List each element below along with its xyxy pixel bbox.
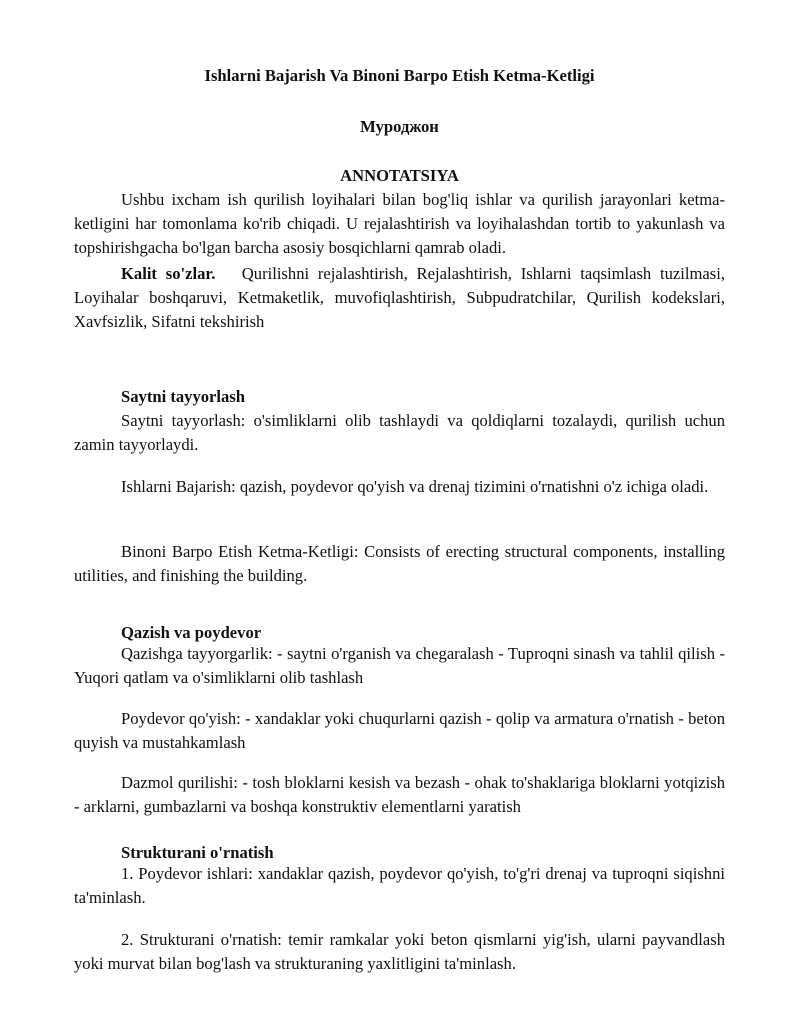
author-name: Муроджон xyxy=(360,117,439,136)
section-paragraph: Saytni tayyorlash: o'simliklarni olib tashlaydi va qoldiqlarni tozalaydi, qurilish uchun zamin tayyorlaydi. xyxy=(74,411,725,454)
section-paragraph: 1. Poydevor ishlari: xandaklar qazish, poydevor qo'yish, to'g'ri drenaj va tuproqni siqishni ta'minlash. xyxy=(74,864,725,907)
section-paragraph: Poydevor qo'yish: - xandaklar yoki chuqurlarni qazish - qolip va armatura o'rnatish - beton quyish va mustahkamlash xyxy=(74,709,725,752)
section-paragraph: Binoni Barpo Etish Ketma-Ketligi: Consists of erecting structural components, installing utilities, and finishing the building. xyxy=(74,542,725,585)
keywords-paragraph xyxy=(74,262,725,334)
section-paragraph: 2. Strukturani o'rnatish: temir ramkalar yoki beton qismlarni yig'ish, ularni payvandlash yoki murvat bilan bog'lash va strukturaning yaxlitligini ta'minlash. xyxy=(74,930,725,973)
section-paragraph: Qazishga tayyorgarlik: - saytni o'rganish va chegaralash - Tuproqni sinash va tahlil qilish - Yuqori qatlam va o'simliklarni olib tashlash xyxy=(74,644,725,687)
abstract-paragraph: Ushbu ixcham ish qurilish loyihalari bilan bog'liq ishlar va qurilish jarayonlari ketma-ketligini har tomonlama ko'rib chiqadi. U rejalashtirish va loyihalashdan tortib to yakunlash va topshirishgacha bo'lgan barcha asosiy bosqichlarni qamrab oladi. xyxy=(74,190,725,257)
section-heading: Qazish va poydevor xyxy=(121,623,262,642)
document-title: Ishlarni Bajarish Va Binoni Barpo Etish Ketma-Ketligi xyxy=(204,66,595,85)
section-heading: Strukturani o'rnatish xyxy=(121,843,274,862)
section-paragraph: Ishlarni Bajarish: qazish, poydevor qo'yish va drenaj tizimini o'rnatishni o'z ichiga oladi. xyxy=(121,477,709,496)
section-paragraph: Dazmol qurilishi: - tosh bloklarni kesish va bezash - ohak to'shaklariga bloklarni yotqizish - arklarni, gumbazlarni va boshqa konstruktiv elementlarni yaratish xyxy=(74,773,725,816)
keywords-label: Kalit so'zlar. xyxy=(121,264,216,283)
section-heading: Saytni tayyorlash xyxy=(121,387,246,406)
abstract-heading: ANNOTATSIYA xyxy=(340,166,459,185)
keywords-text: Qurilishni rejalashtirish, Rejalashtirish, Ishlarni taqsimlash tuzilmasi, Loyihalar boshqaruvi, Ketmaketlik, muvofiqlashtirish, Subpudratchilar, Qurilish kodekslari, Xavfsizlik, Sifatni tekshirish xyxy=(74,264,725,331)
